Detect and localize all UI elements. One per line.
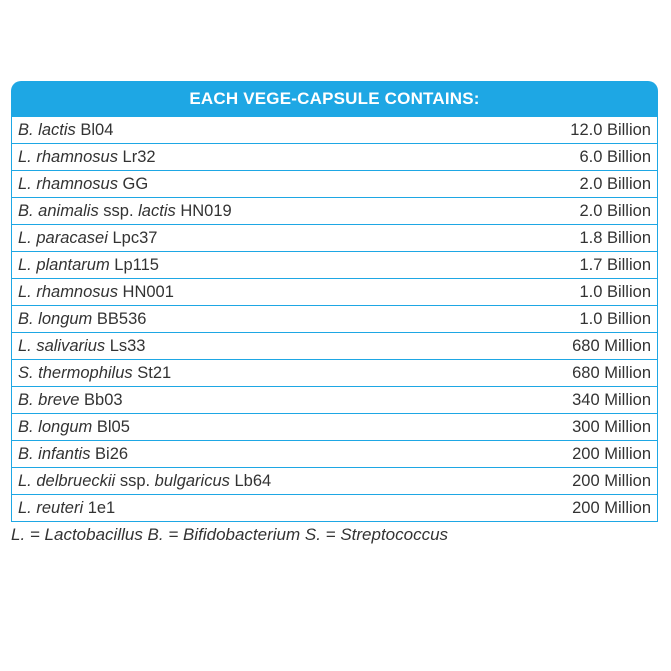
strain-amount: 2.0 Billion	[475, 171, 658, 198]
strain-name	[12, 495, 476, 522]
strain-amount: 200 Million	[475, 468, 658, 495]
strain-code: St21	[132, 363, 172, 382]
strain-amount: 1.0 Billion	[475, 306, 658, 333]
table-row	[12, 387, 658, 414]
table-row	[12, 171, 658, 198]
strain-amount: 680 Million	[475, 333, 658, 360]
strain-code: Bl04	[75, 120, 114, 139]
strain-amount: 200 Million	[475, 495, 658, 522]
table-row	[12, 252, 658, 279]
strain-species: S. thermophilus	[18, 363, 133, 382]
strain-species: L. plantarum	[18, 255, 110, 274]
strain-code: Lp115	[109, 255, 159, 274]
strain-species: L. delbrueckii	[18, 471, 116, 490]
ingredients-table	[11, 117, 658, 522]
strain-species: B. longum	[18, 309, 93, 328]
strain-species: B. infantis	[18, 444, 91, 463]
strain-name	[12, 387, 476, 414]
table-row	[12, 468, 658, 495]
strain-code: Bi26	[90, 444, 129, 463]
strain-code: Bb03	[79, 390, 123, 409]
strain-name	[12, 333, 476, 360]
strain-species: L. rhamnosus	[18, 282, 118, 301]
genus-legend: L. = Lactobacillus B. = Bifidobacterium S. = Streptococcus	[11, 525, 449, 544]
table-row	[12, 117, 658, 144]
strain-code: GG	[117, 174, 149, 193]
strain-name	[12, 252, 476, 279]
strain-code: ssp.	[115, 471, 155, 490]
ingredients-panel	[11, 81, 658, 522]
strain-amount: 12.0 Billion	[475, 117, 658, 144]
panel-header: EACH VEGE-CAPSULE CONTAINS:	[11, 81, 658, 117]
strain-name	[12, 441, 476, 468]
strain-name	[12, 279, 476, 306]
strain-amount: 340 Million	[475, 387, 658, 414]
table-row	[12, 414, 658, 441]
table-row	[12, 225, 658, 252]
strain-code: Bl05	[92, 417, 130, 436]
table-row	[12, 279, 658, 306]
table-row	[12, 333, 658, 360]
strain-species: B. longum	[18, 417, 93, 436]
table-row	[12, 495, 658, 522]
strain-amount: 200 Million	[475, 441, 658, 468]
strain-amount: 1.7 Billion	[475, 252, 658, 279]
strain-amount: 300 Million	[475, 414, 658, 441]
strain-name	[12, 144, 476, 171]
table-row	[12, 306, 658, 333]
strain-name	[12, 198, 476, 225]
strain-code: ssp.	[98, 201, 139, 220]
strain-code: BB536	[92, 309, 147, 328]
strain-species: L. salivarius	[18, 336, 106, 355]
strain-name	[12, 117, 476, 144]
strain-name	[12, 225, 476, 252]
strain-species: L. reuteri	[18, 498, 84, 517]
strain-species: L. paracasei	[18, 228, 108, 247]
strain-name	[12, 171, 476, 198]
strain-amount: 1.8 Billion	[475, 225, 658, 252]
strain-amount: 680 Million	[475, 360, 658, 387]
strain-species: bulgaricus	[154, 471, 230, 490]
table-row	[12, 198, 658, 225]
strain-name	[12, 468, 476, 495]
strain-species: L. rhamnosus	[18, 174, 118, 193]
strain-code: 1e1	[83, 498, 116, 517]
strain-code: Lpc37	[107, 228, 158, 247]
table-row	[12, 441, 658, 468]
strain-species: B. lactis	[18, 120, 76, 139]
table-row	[12, 360, 658, 387]
strain-code: HN001	[117, 282, 174, 301]
ingredients-table-body	[12, 117, 658, 522]
strain-code: Ls33	[105, 336, 146, 355]
strain-name	[12, 414, 476, 441]
strain-code: Lb64	[229, 471, 272, 490]
strain-species: B. breve	[18, 390, 80, 409]
strain-amount: 1.0 Billion	[475, 279, 658, 306]
strain-code: Lr32	[117, 147, 156, 166]
strain-amount: 6.0 Billion	[475, 144, 658, 171]
strain-code: HN019	[175, 201, 232, 220]
strain-name	[12, 360, 476, 387]
strain-species: lactis	[138, 201, 176, 220]
strain-name	[12, 306, 476, 333]
strain-species: L. rhamnosus	[18, 147, 118, 166]
table-row	[12, 144, 658, 171]
strain-species: B. animalis	[18, 201, 99, 220]
strain-amount: 2.0 Billion	[475, 198, 658, 225]
